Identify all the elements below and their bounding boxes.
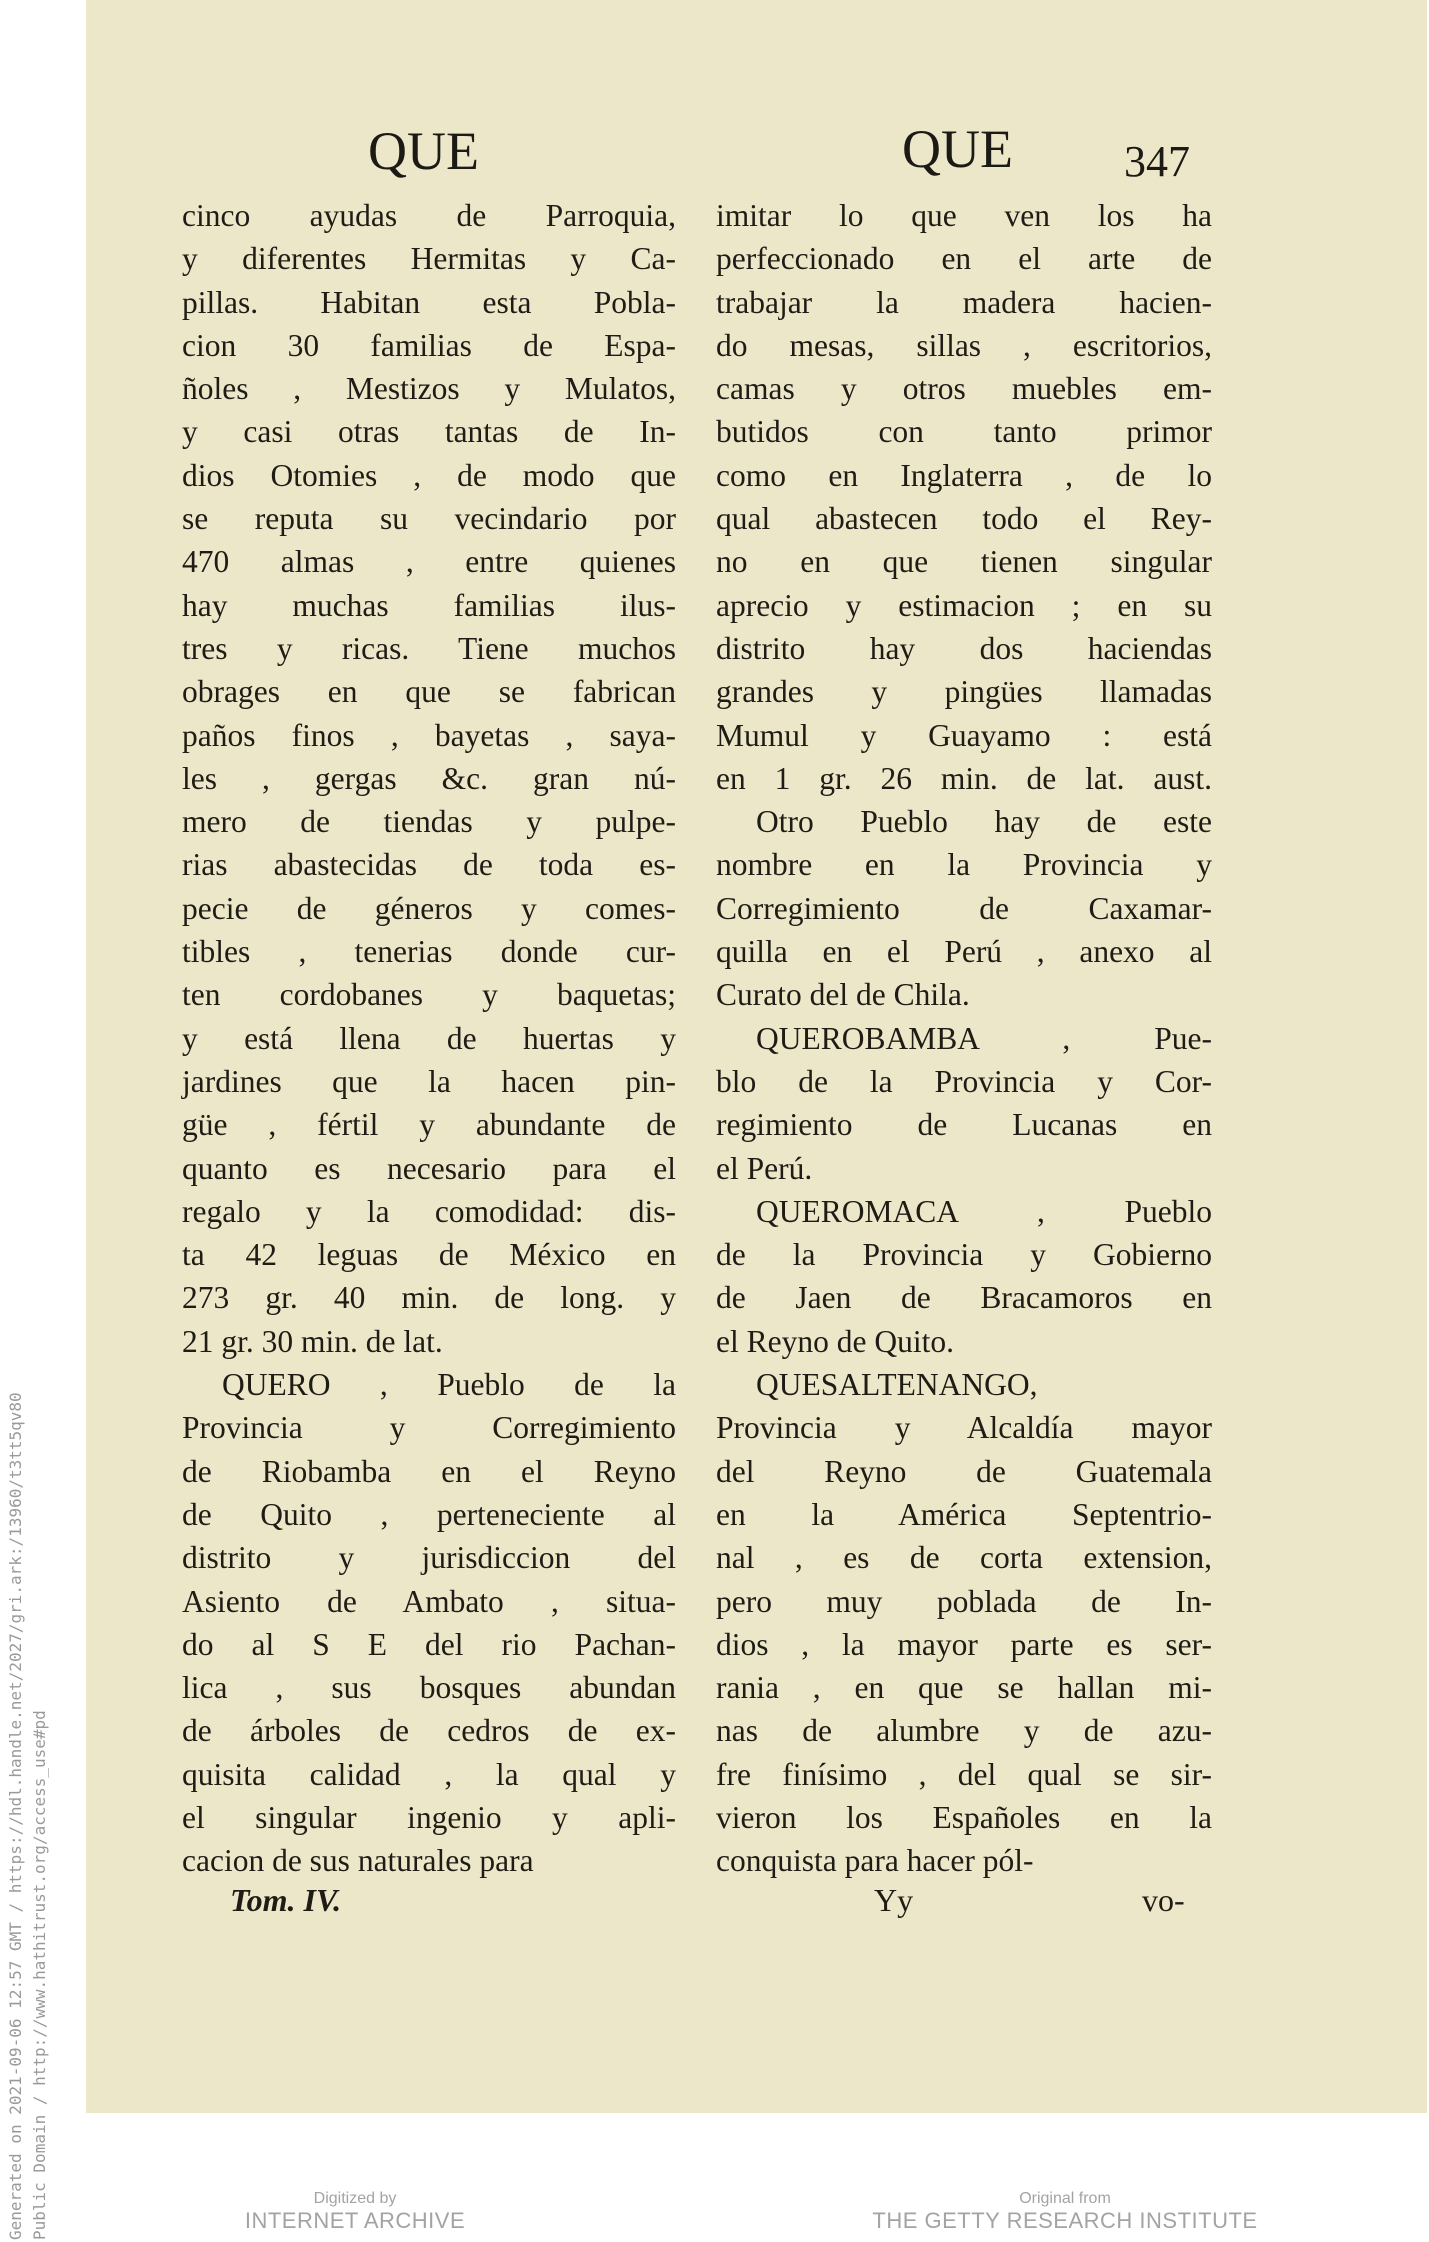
text-line: quisita calidad , la qual y: [182, 1756, 676, 1792]
text-line: do al S E del rio Pachan-: [182, 1626, 676, 1662]
text-line: quanto es necesario para el: [182, 1150, 676, 1186]
text-line: hay muchas familias ilus-: [182, 587, 676, 623]
text-line: lica , sus bosques abundan: [182, 1670, 676, 1706]
text-line: nas de alumbre y de azu-: [716, 1713, 1212, 1749]
text-line: trabajar la madera hacien-: [716, 284, 1212, 320]
text-line: güe , fértil y abundante de: [182, 1107, 676, 1143]
text-line: de la Provincia y Gobierno: [716, 1237, 1212, 1273]
running-head-left: QUE: [368, 121, 479, 181]
text-line: QUEROBAMBA , Pue-: [756, 1020, 1212, 1056]
text-line: Asiento de Ambato , situa-: [182, 1583, 676, 1619]
text-line: dios Otomies , de modo que: [182, 457, 676, 493]
text-line: en la América Septentrio-: [716, 1496, 1212, 1532]
sidebar-license-line: Public Domain / http://www.hathitrust.org/access_use#pd: [30, 1710, 49, 2240]
text-line: perfeccionado en el arte de: [716, 241, 1212, 277]
signature-mark: Yy: [874, 1882, 914, 1918]
text-line: nombre en la Provincia y: [716, 847, 1212, 883]
original-from-label: Original from: [1019, 2190, 1111, 2207]
text-line: mero de tiendas y pulpe-: [182, 804, 676, 840]
text-line: no en que tienen singular: [716, 544, 1212, 580]
text-line: Provincia y Alcaldía mayor: [716, 1410, 1212, 1446]
text-line: conquista para hacer pól-: [716, 1843, 1034, 1879]
text-line: vieron los Españoles en la: [716, 1799, 1212, 1835]
text-line: Otro Pueblo hay de este: [756, 804, 1212, 840]
text-line: QUEROMACA , Pueblo: [756, 1193, 1212, 1229]
text-line: distrito hay dos haciendas: [716, 630, 1212, 666]
running-head-right: QUE: [902, 119, 1013, 179]
text-line: 21 gr. 30 min. de lat.: [182, 1323, 443, 1359]
text-line: ta 42 leguas de México en: [182, 1237, 676, 1273]
text-line: pillas. Habitan esta Pobla-: [182, 284, 676, 320]
text-line: paños finos , bayetas , saya-: [182, 717, 676, 753]
text-line: rania , en que se hallan mi-: [716, 1670, 1212, 1706]
text-line: regalo y la comodidad: dis-: [182, 1193, 676, 1229]
text-line: dios , la mayor parte es ser-: [716, 1626, 1212, 1662]
text-line: regimiento de Lucanas en: [716, 1107, 1212, 1143]
text-line: de Jaen de Bracamoros en: [716, 1280, 1212, 1316]
text-line: del Reyno de Guatemala: [716, 1453, 1212, 1489]
text-line: en 1 gr. 26 min. de lat. aust.: [716, 760, 1212, 796]
text-line: quilla en el Perú , anexo al: [716, 934, 1212, 970]
text-line: el singular ingenio y apli-: [182, 1799, 676, 1835]
text-line: de árboles de cedros de ex-: [182, 1713, 676, 1749]
text-line: ten cordobanes y baquetas;: [182, 977, 676, 1013]
text-line: el Perú.: [716, 1150, 813, 1186]
text-line: cacion de sus naturales para: [182, 1843, 534, 1879]
text-line: jardines que la hacen pin-: [182, 1063, 676, 1099]
right-column: [716, 194, 1212, 1883]
text-line: distrito y jurisdiccion del: [182, 1540, 676, 1576]
text-line: grandes y pingües llamadas: [716, 674, 1212, 710]
text-line: QUESALTENANGO,: [756, 1367, 1038, 1403]
text-line: tres y ricas. Tiene muchos: [182, 630, 676, 666]
text-line: y casi otras tantas de In-: [182, 414, 676, 450]
internet-archive-label: INTERNET ARCHIVE: [244, 2208, 466, 2233]
digitized-credit: [230, 2190, 480, 2234]
text-line: nal , es de corta extension,: [716, 1540, 1212, 1576]
text-line: Provincia y Corregimiento: [182, 1410, 676, 1446]
text-line: imitar lo que ven los ha: [716, 198, 1212, 233]
volume-mark: Tom. IV.: [230, 1882, 342, 1918]
left-column: [182, 194, 676, 1883]
text-line: qual abastecen todo el Rey-: [716, 501, 1212, 537]
text-line: de Quito , perteneciente al: [182, 1496, 676, 1532]
text-line: rias abastecidas de toda es-: [182, 847, 676, 883]
text-line: tibles , tenerias donde cur-: [182, 934, 676, 970]
catchword: vo-: [1142, 1882, 1185, 1918]
sidebar-generated-line: Generated on 2021-09-06 12:57 GMT / https://hdl.handle.net/2027/gri.ark:/13960/t3tt5qv80: [6, 1392, 25, 2240]
text-line: el Reyno de Quito.: [716, 1323, 954, 1359]
getty-label: THE GETTY RESEARCH INSTITUTE: [872, 2208, 1258, 2233]
text-line: se reputa su vecindario por: [182, 501, 676, 537]
text-line: ñoles , Mestizos y Mulatos,: [182, 371, 676, 407]
text-line: les , gergas &c. gran nú-: [182, 760, 676, 796]
text-line: pero muy poblada de In-: [716, 1583, 1212, 1619]
text-line: camas y otros muebles em-: [716, 371, 1212, 407]
text-line: pecie de géneros y comes-: [182, 890, 676, 926]
text-line: como en Inglaterra , de lo: [716, 457, 1212, 493]
text-line: blo de la Provincia y Cor-: [716, 1063, 1212, 1099]
text-line: obrages en que se fabrican: [182, 674, 676, 710]
text-line: 470 almas , entre quienes: [182, 544, 676, 580]
text-line: Mumul y Guayamo : está: [716, 717, 1212, 753]
text-line: fre finísimo , del qual se sir-: [716, 1756, 1212, 1792]
original-credit: [860, 2190, 1270, 2234]
text-line: aprecio y estimacion ; en su: [716, 587, 1212, 623]
text-line: butidos con tanto primor: [716, 414, 1212, 450]
text-line: do mesas, sillas , escritorios,: [716, 327, 1212, 363]
text-line: y diferentes Hermitas y Ca-: [182, 241, 676, 277]
text-line: Corregimiento de Caxamar-: [716, 890, 1212, 926]
text-line: Curato del de Chila.: [716, 977, 970, 1013]
digitized-by-label: Digitized by: [313, 2190, 397, 2207]
text-line: cion 30 familias de Espa-: [182, 327, 676, 363]
text-line: de Riobamba en el Reyno: [182, 1453, 676, 1489]
text-line: cinco ayudas de Parroquia,: [182, 198, 676, 233]
text-line: QUERO , Pueblo de la: [222, 1367, 676, 1403]
sidebar-watermark: [0, 1090, 60, 2240]
text-line: 273 gr. 40 min. de long. y: [182, 1280, 676, 1316]
page-number: 347: [1124, 137, 1190, 186]
text-line: y está llena de huertas y: [182, 1020, 676, 1056]
